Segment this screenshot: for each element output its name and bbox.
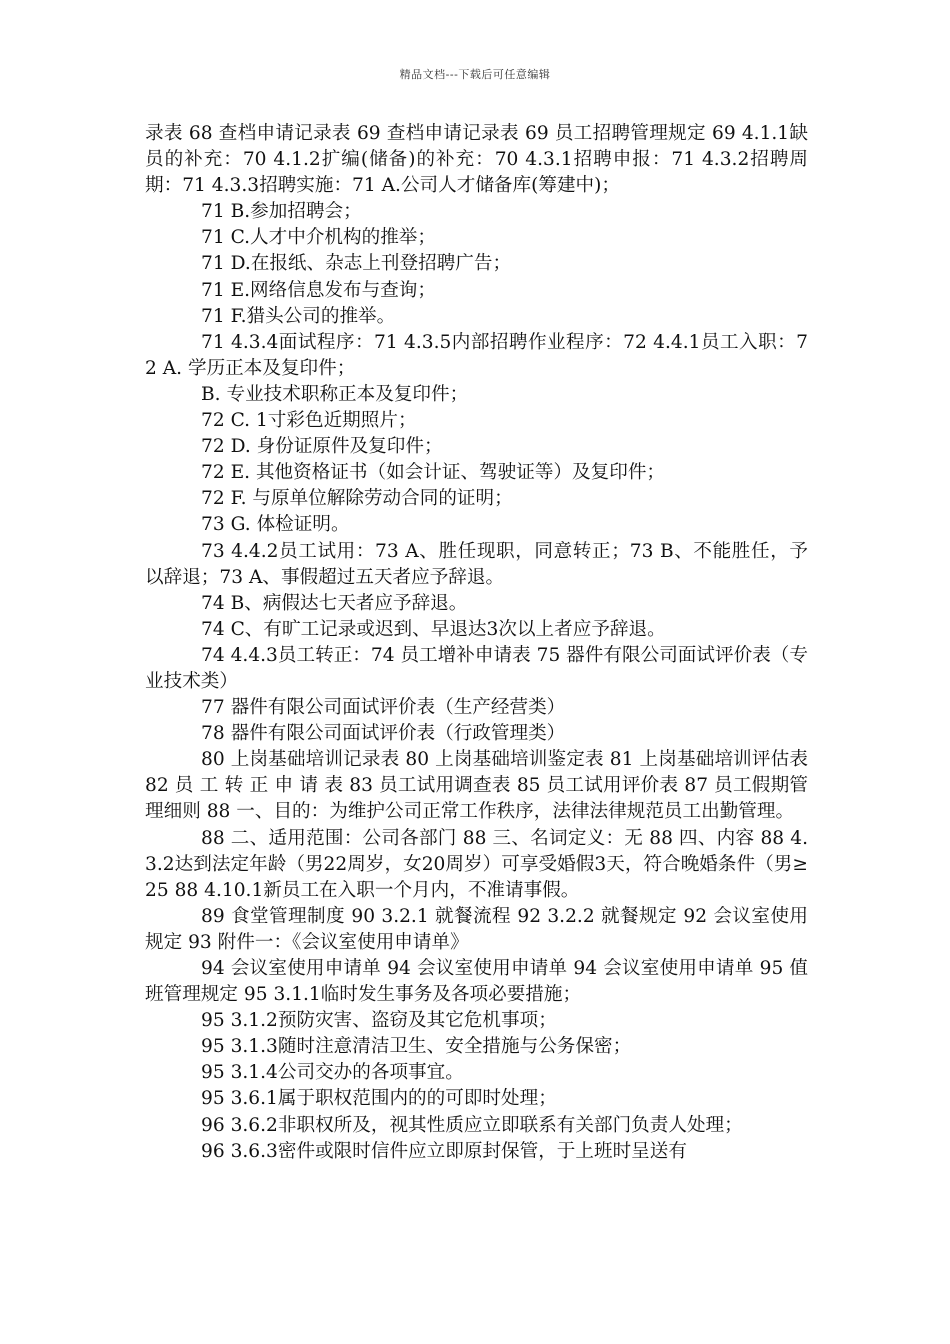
paragraph: 71 D.在报纸、杂志上刊登招聘广告；: [201, 253, 512, 275]
paragraph: 71 C.人才中介机构的推举；: [201, 227, 436, 249]
paragraph: 95 3.6.1属于职权范围内的的可即时处理；: [201, 1088, 557, 1110]
paragraph: 95 3.1.3随时注意清洁卫生、安全措施与公务保密；: [201, 1036, 632, 1058]
paragraph: 96 3.6.2非职权所及，视其性质应立即联系有关部门负责人处理；: [201, 1114, 743, 1136]
paragraph: 77 器件有限公司面试评价表（生产经营类）: [201, 697, 566, 719]
paragraph: 89 食堂管理制度 90 3.2.1 就餐流程 92 3.2.2 就餐规定 92 会议室使用规定 93 附件一：《会议室使用申请单》: [145, 905, 808, 953]
paragraph: 72 C. 1寸彩色近期照片；: [201, 410, 417, 432]
paragraph: 71 F.猎头公司的推举。: [201, 305, 396, 327]
paragraph: 72 F. 与原单位解除劳动合同的证明；: [201, 488, 513, 510]
paragraph: B. 专业技术职称正本及复印件；: [201, 383, 469, 405]
paragraph: 72 E. 其他资格证书（如会计证、驾驶证等）及复印件；: [201, 462, 666, 484]
paragraph: 94 会议室使用申请单 94 会议室使用申请单 94 会议室使用申请单 95 值班管理规定 95 3.1.1临时发生事务及各项必要措施；: [145, 958, 808, 1006]
paragraph: 71 B.参加招聘会；: [201, 201, 362, 223]
paragraph: 73 G. 体检证明。: [201, 514, 350, 536]
paragraph: 74 B、病假达七天者应予辞退。: [201, 592, 468, 614]
paragraph: 71 4.3.4面试程序：71 4.3.5内部招聘作业程序：72 4.4.1员工入职：72 A. 学历正本及复印件；: [145, 331, 808, 379]
paragraph: 74 4.4.3员工转正：74 员工增补申请表 75 器件有限公司面试评价表（专业技术类）: [145, 644, 808, 692]
paragraph: 95 3.1.2预防灾害、盗窃及其它危机事项；: [201, 1010, 557, 1032]
paragraph: 95 3.1.4公司交办的各项事宜。: [201, 1062, 464, 1084]
paragraph: 80 上岗基础培训记录表 80 上岗基础培训鉴定表 81 上岗基础培训评估表 82 员 工 转 正 申 请 表 83 员工试用调查表 85 员工试用评价表 87 员工假期管理细则 88 一、目的：为维护公司正常工作秩序，法律法律规范员工出勤管理。: [145, 749, 808, 823]
document-body: [145, 121, 808, 1165]
paragraph: 73 4.4.2员工试用：73 A、胜任现职，同意转正；73 B、不能胜任，予以辞退；73 A、事假超过五天者应予辞退。: [145, 540, 808, 588]
paragraph: 96 3.6.3密件或限时信件应立即原封保管，于上班时呈送有: [201, 1140, 687, 1162]
paragraph: 74 C、有旷工记录或迟到、早退达3次以上者应予辞退。: [201, 618, 666, 640]
paragraph: 71 E.网络信息发布与查询；: [201, 279, 436, 301]
paragraph: 72 D. 身份证原件及复印件；: [201, 436, 443, 458]
paragraph: 78 器件有限公司面试评价表（行政管理类）: [201, 723, 566, 745]
paragraph: 录表 68 查档申请记录表 69 查档申请记录表 69 员工招聘管理规定 69 4.1.1缺员的补充：70 4.1.2扩编(储备)的补充：70 4.3.1招聘申报：71 4.3.2招聘周期：71 4.3.3招聘实施：71 A.公司人才储备库(筹建中)；: [145, 123, 808, 197]
page-header: 精品文档---下载后可任意编辑: [399, 68, 551, 81]
paragraph: 88 二、适用范围：公司各部门 88 三、名词定义：无 88 四、内容 88 4.3.2达到法定年龄（男22周岁，女20周岁）可享受婚假3天，符合晚婚条件（男≥25 88 4.10.1新员工在入职一个月内，不准请事假。: [145, 827, 808, 901]
